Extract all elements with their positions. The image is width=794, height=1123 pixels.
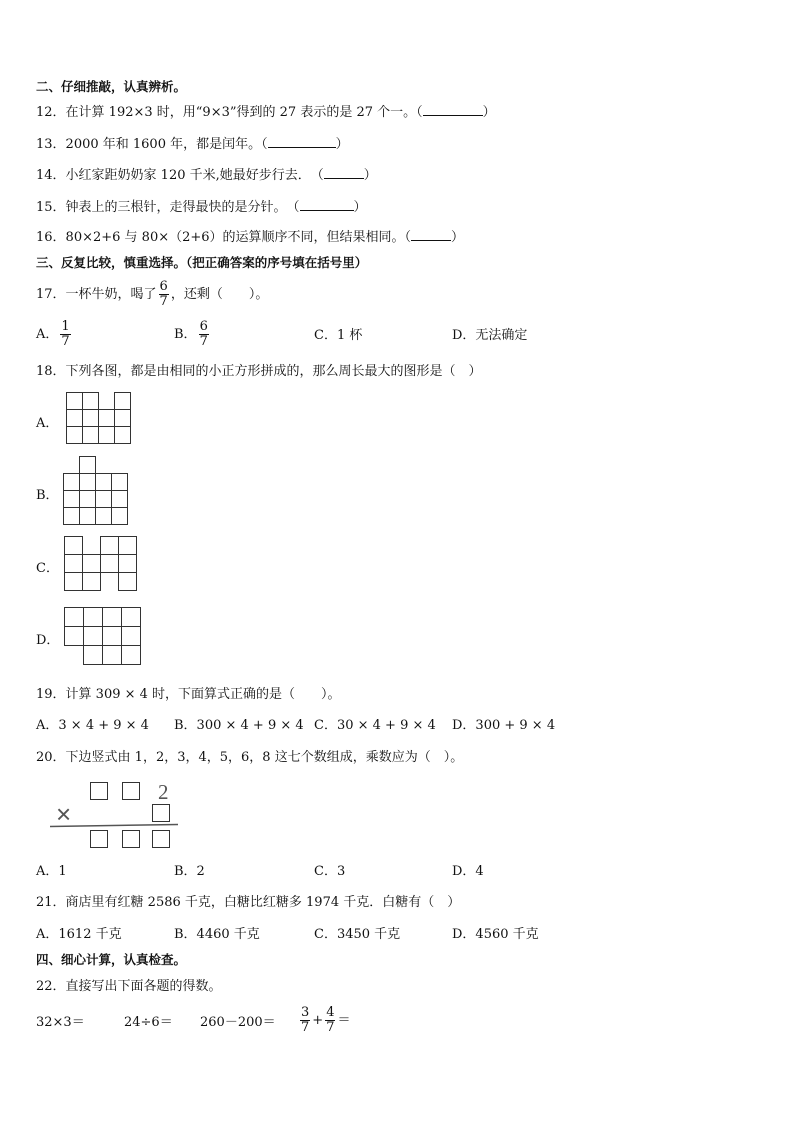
- section-2-title: 二、仔细推敲，认真辨析。: [36, 79, 187, 94]
- question-22-text: 22．直接写出下面各题的得数。: [36, 979, 222, 994]
- option-20-d[interactable]: D．4: [452, 864, 484, 879]
- option-19-a[interactable]: A．3 × 4 + 9 × 4: [36, 718, 149, 733]
- close-paren: ）: [363, 168, 377, 183]
- section-3-title: 三、反复比较，慎重选择。（把正确答案的序号填在括号里）: [36, 255, 368, 270]
- option-21-c[interactable]: C．3450 千克: [314, 927, 401, 942]
- question-21-text: 21．商店里有红糖 2586 千克，白糖比红糖多 1974 千克．白糖有（ ）: [36, 895, 461, 910]
- fraction-denominator: 7: [199, 334, 208, 349]
- equals-sign: ＝: [337, 1013, 351, 1028]
- fraction-four-sevenths: [325, 1006, 335, 1035]
- fraction-numerator: 4: [326, 1005, 335, 1020]
- multiplier-box[interactable]: [153, 805, 170, 822]
- question-13-text: 13．2000 年和 1600 年，都是闰年。（: [36, 137, 268, 152]
- option-label: A．: [36, 327, 59, 342]
- vertical-multiplication-figure: [48, 778, 182, 852]
- answer-blank-15[interactable]: [300, 199, 354, 211]
- option-label: B．: [174, 327, 197, 342]
- product-box[interactable]: [123, 831, 140, 848]
- option-20-a[interactable]: A．1: [36, 864, 67, 879]
- fraction-one-seventh: [60, 320, 70, 349]
- fraction-six-sevenths: [199, 320, 209, 349]
- question-19-text: 19．计算 309 × 4 时，下面算式正确的是（ ）。: [36, 687, 341, 702]
- question-15-text: 15．钟表上的三根针，走得最快的是分针。 （: [36, 200, 300, 215]
- option-19-c[interactable]: C．30 × 4 + 9 × 4: [314, 718, 436, 733]
- question-12: [36, 104, 496, 121]
- option-17-a[interactable]: [36, 318, 73, 352]
- fraction-three-sevenths: [300, 1006, 310, 1035]
- option-17-d[interactable]: D．无法确定: [452, 328, 528, 343]
- fraction-numerator: 6: [159, 279, 168, 294]
- close-paren: ）: [451, 230, 465, 245]
- question-17-text: 17．一杯牛奶，喝了: [36, 287, 157, 302]
- fraction-six-sevenths: [159, 280, 169, 309]
- option-18-a-figure[interactable]: [66, 392, 134, 444]
- expression-3: 260－200＝: [200, 1015, 276, 1030]
- option-18-b-figure[interactable]: [63, 456, 131, 526]
- option-18-a-label[interactable]: A．: [36, 416, 59, 431]
- option-17-b[interactable]: [174, 318, 211, 352]
- option-19-b[interactable]: B．300 × 4 + 9 × 4: [174, 718, 304, 733]
- product-box[interactable]: [91, 831, 108, 848]
- question-12-text: 12．在计算 192×3 时，用“9×3”得到的 27 表示的是 27 个一。（: [36, 105, 423, 120]
- option-21-b[interactable]: B．4460 千克: [174, 927, 260, 942]
- fraction-denominator: 7: [61, 334, 70, 349]
- option-20-b[interactable]: B．2: [174, 864, 205, 879]
- answer-blank-14[interactable]: [324, 167, 364, 179]
- plus-sign: +: [312, 1013, 324, 1028]
- option-21-d[interactable]: D．4560 千克: [452, 927, 539, 942]
- expression-1: 32×3＝: [36, 1015, 85, 1030]
- question-20-text: 20．下边竖式由 1，2，3，4，5，6，8 这七个数组成，乘数应为（ ）。: [36, 750, 464, 765]
- option-19-d[interactable]: D．300 + 9 × 4: [452, 718, 556, 733]
- fraction-numerator: 6: [199, 319, 208, 334]
- fraction-denominator: 7: [326, 1020, 335, 1035]
- expression-2: 24÷6＝: [124, 1015, 173, 1030]
- question-16-text: 16．80×2+6 与 80×（2+6）的运算顺序不同，但结果相同。（: [36, 230, 412, 245]
- fraction-numerator: 3: [301, 1005, 310, 1020]
- question-14: [36, 167, 377, 184]
- fraction-denominator: 7: [159, 294, 168, 309]
- question-14-text: 14．小红家距奶奶家 120 千米,她最好步行去． （: [36, 168, 324, 183]
- close-paren: ）: [353, 200, 367, 215]
- option-18-d-label[interactable]: D．: [36, 633, 60, 648]
- answer-blank-13[interactable]: [268, 136, 336, 148]
- option-18-c-figure[interactable]: [64, 536, 140, 592]
- option-18-b-label[interactable]: B．: [36, 488, 59, 503]
- option-17-c[interactable]: C．1 杯: [314, 328, 363, 343]
- question-17: [36, 278, 268, 312]
- answer-blank-16[interactable]: [411, 229, 451, 241]
- option-21-a[interactable]: A．1612 千克: [36, 927, 122, 942]
- close-paren: ）: [335, 137, 349, 152]
- question-16: [36, 229, 464, 246]
- option-18-d-figure[interactable]: [64, 607, 142, 667]
- question-15: [36, 199, 367, 216]
- answer-blank-12[interactable]: [423, 104, 483, 116]
- question-18-text: 18．下列各图，都是由相同的小正方形拼成的，那么周长最大的图形是（ ）: [36, 364, 482, 379]
- product-box[interactable]: [153, 831, 170, 848]
- close-paren: ）: [482, 105, 496, 120]
- option-18-c-label[interactable]: C．: [36, 561, 59, 576]
- question-17-tail: ，还剩（ ）。: [170, 287, 269, 302]
- given-digit: 2: [158, 780, 169, 804]
- question-13: [36, 136, 349, 153]
- section-4-title: 四、细心计算，认真检查。: [36, 952, 187, 967]
- fraction-numerator: 1: [61, 319, 70, 334]
- digit-box[interactable]: [123, 783, 140, 800]
- expression-4: [298, 1003, 350, 1039]
- fraction-denominator: 7: [301, 1020, 310, 1035]
- times-sign: ×: [56, 799, 72, 829]
- digit-box[interactable]: [91, 783, 108, 800]
- option-20-c[interactable]: C．3: [314, 864, 346, 879]
